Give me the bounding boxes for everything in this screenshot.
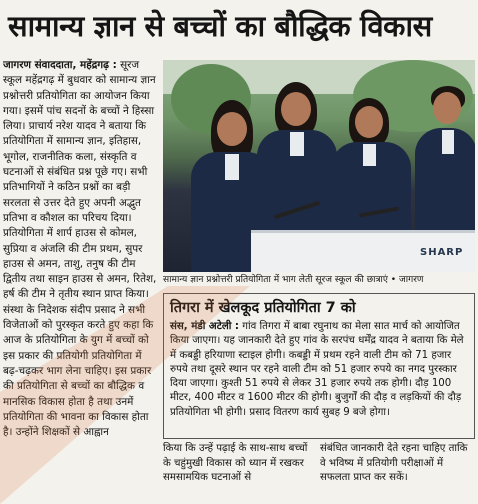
sidebar-story-body: गांव तिगरा में बाबा रघुनाथ का मेला सात मार्च को आयोजित किया जाएगा। यह जानकारी देते हुए गांव के सरपंच धर्मेंद्र यादव ने बताया कि मेले में कबड्डी हरियाणा स्टाइल होगी। कबड्डी में प्रथम रहने वाली टीम को 71 हजार रुपये तथा दूसरे स्थान पर रहने वाली टीम को 51 हजार रुपये का नगद पुरस्कार दिया जाएगा। कुश्ती 51 रुपये से लेकर 31 हजार रुपये तक होगी। दौड़ 100 मीटर, 400 मीटर व 1600 मीटर की होगी। बुजुर्गों की दौड़ व लड़कियों की दौड़ प्रतियोगिता भी होगी। प्रसाद वितरण कार्य सुबह 9 बजे होगा। bbox=[170, 321, 464, 418]
article-dateline: जागरण संवाददाता, महेंद्रगढ़ : bbox=[3, 59, 117, 71]
headline: सामान्य ज्ञान से बच्चों का बौद्धिक विकास bbox=[8, 9, 432, 43]
article-text bbox=[3, 58, 159, 440]
sidebar-story-title: तिगरा में खेलकूद प्रतियोगिता 7 को bbox=[170, 300, 356, 316]
headline-bar bbox=[0, 0, 478, 56]
news-photo bbox=[163, 60, 475, 272]
sidebar-story bbox=[163, 293, 475, 439]
sidebar-story-dateline: संस, मंडी अटेली : bbox=[170, 321, 240, 332]
desk-banner: SHARP bbox=[420, 247, 464, 258]
article-column bbox=[3, 58, 159, 498]
article-continuation-mid: किया कि उन्हें पढ़ाई के साथ-साथ बच्चों के चहुंमुखी विकास को ध्यान में रखकर सम‌सामयिक घटनाओं से bbox=[163, 443, 308, 484]
article-continuation-right: संबंधित जानकारी देते रहना चाहिए ताकि वे भविष्य में प्रतियोगी परीक्षाओं में सफलता प्राप्त कर सकें। bbox=[320, 443, 468, 484]
sidebar-story-text bbox=[170, 320, 468, 420]
article-body: सूरज स्कूल महेंद्रगढ़ में बुधवार को सामान्य ज्ञान प्रश्नोत्तरी प्रतियोगिता का आयोजन किया गया। इसमें पांच सदनों के बच्चों ने हिस्सा लिया। प्राचार्य नरेश यादव ने बताया कि प्रतियोगिता में सामान्य ज्ञान, इतिहास, भूगोल, राजनीतिक कला, संस्कृति व घटनाओं से संबंधित प्रश्न पूछे गए। सभी प्रतिभागियों ने कठिन प्रश्नों का बड़ी सरलता से उत्तर देते हुए अपनी अद्भुत प्रतिभा व कौशल का परिचय दिया। प्रतियोगिता में शार्प हाउस से कोमल, सुप्रिया व अंजलि की टीम प्रथम, सुपर हाउस से अमन, ताशु, तनुष की टीम द्वितीय तथा साइन हाउस से अमन, रितेश, हर्ष की टीम ने तृतीय स्थान प्राप्त किया। संस्था के निदेशक संदीप प्रसाद ने सभी विजेताओं को पुरस्कृत करते हुए कहा कि आज के प्रतियोगिता के युग में बच्चों को इस प्रकार की प्रतियोगी प्रतियोगिता में बढ़-चढ़कर भाग लेना चाहिए। इस प्रकार की प्रतियोगिता से बच्चों का बौद्धिक व मानसिक विकास होता है तथा उनमें प्रतियोगिता की भावना का विकास होता है। उन्होंने शिक्षकों से आह्वान bbox=[3, 59, 157, 439]
photo-caption: सामान्य ज्ञान प्रश्नोत्तरी प्रतियोगिता में भाग लेती सूरज स्कूल की छात्राएं • जागरण bbox=[163, 275, 424, 285]
